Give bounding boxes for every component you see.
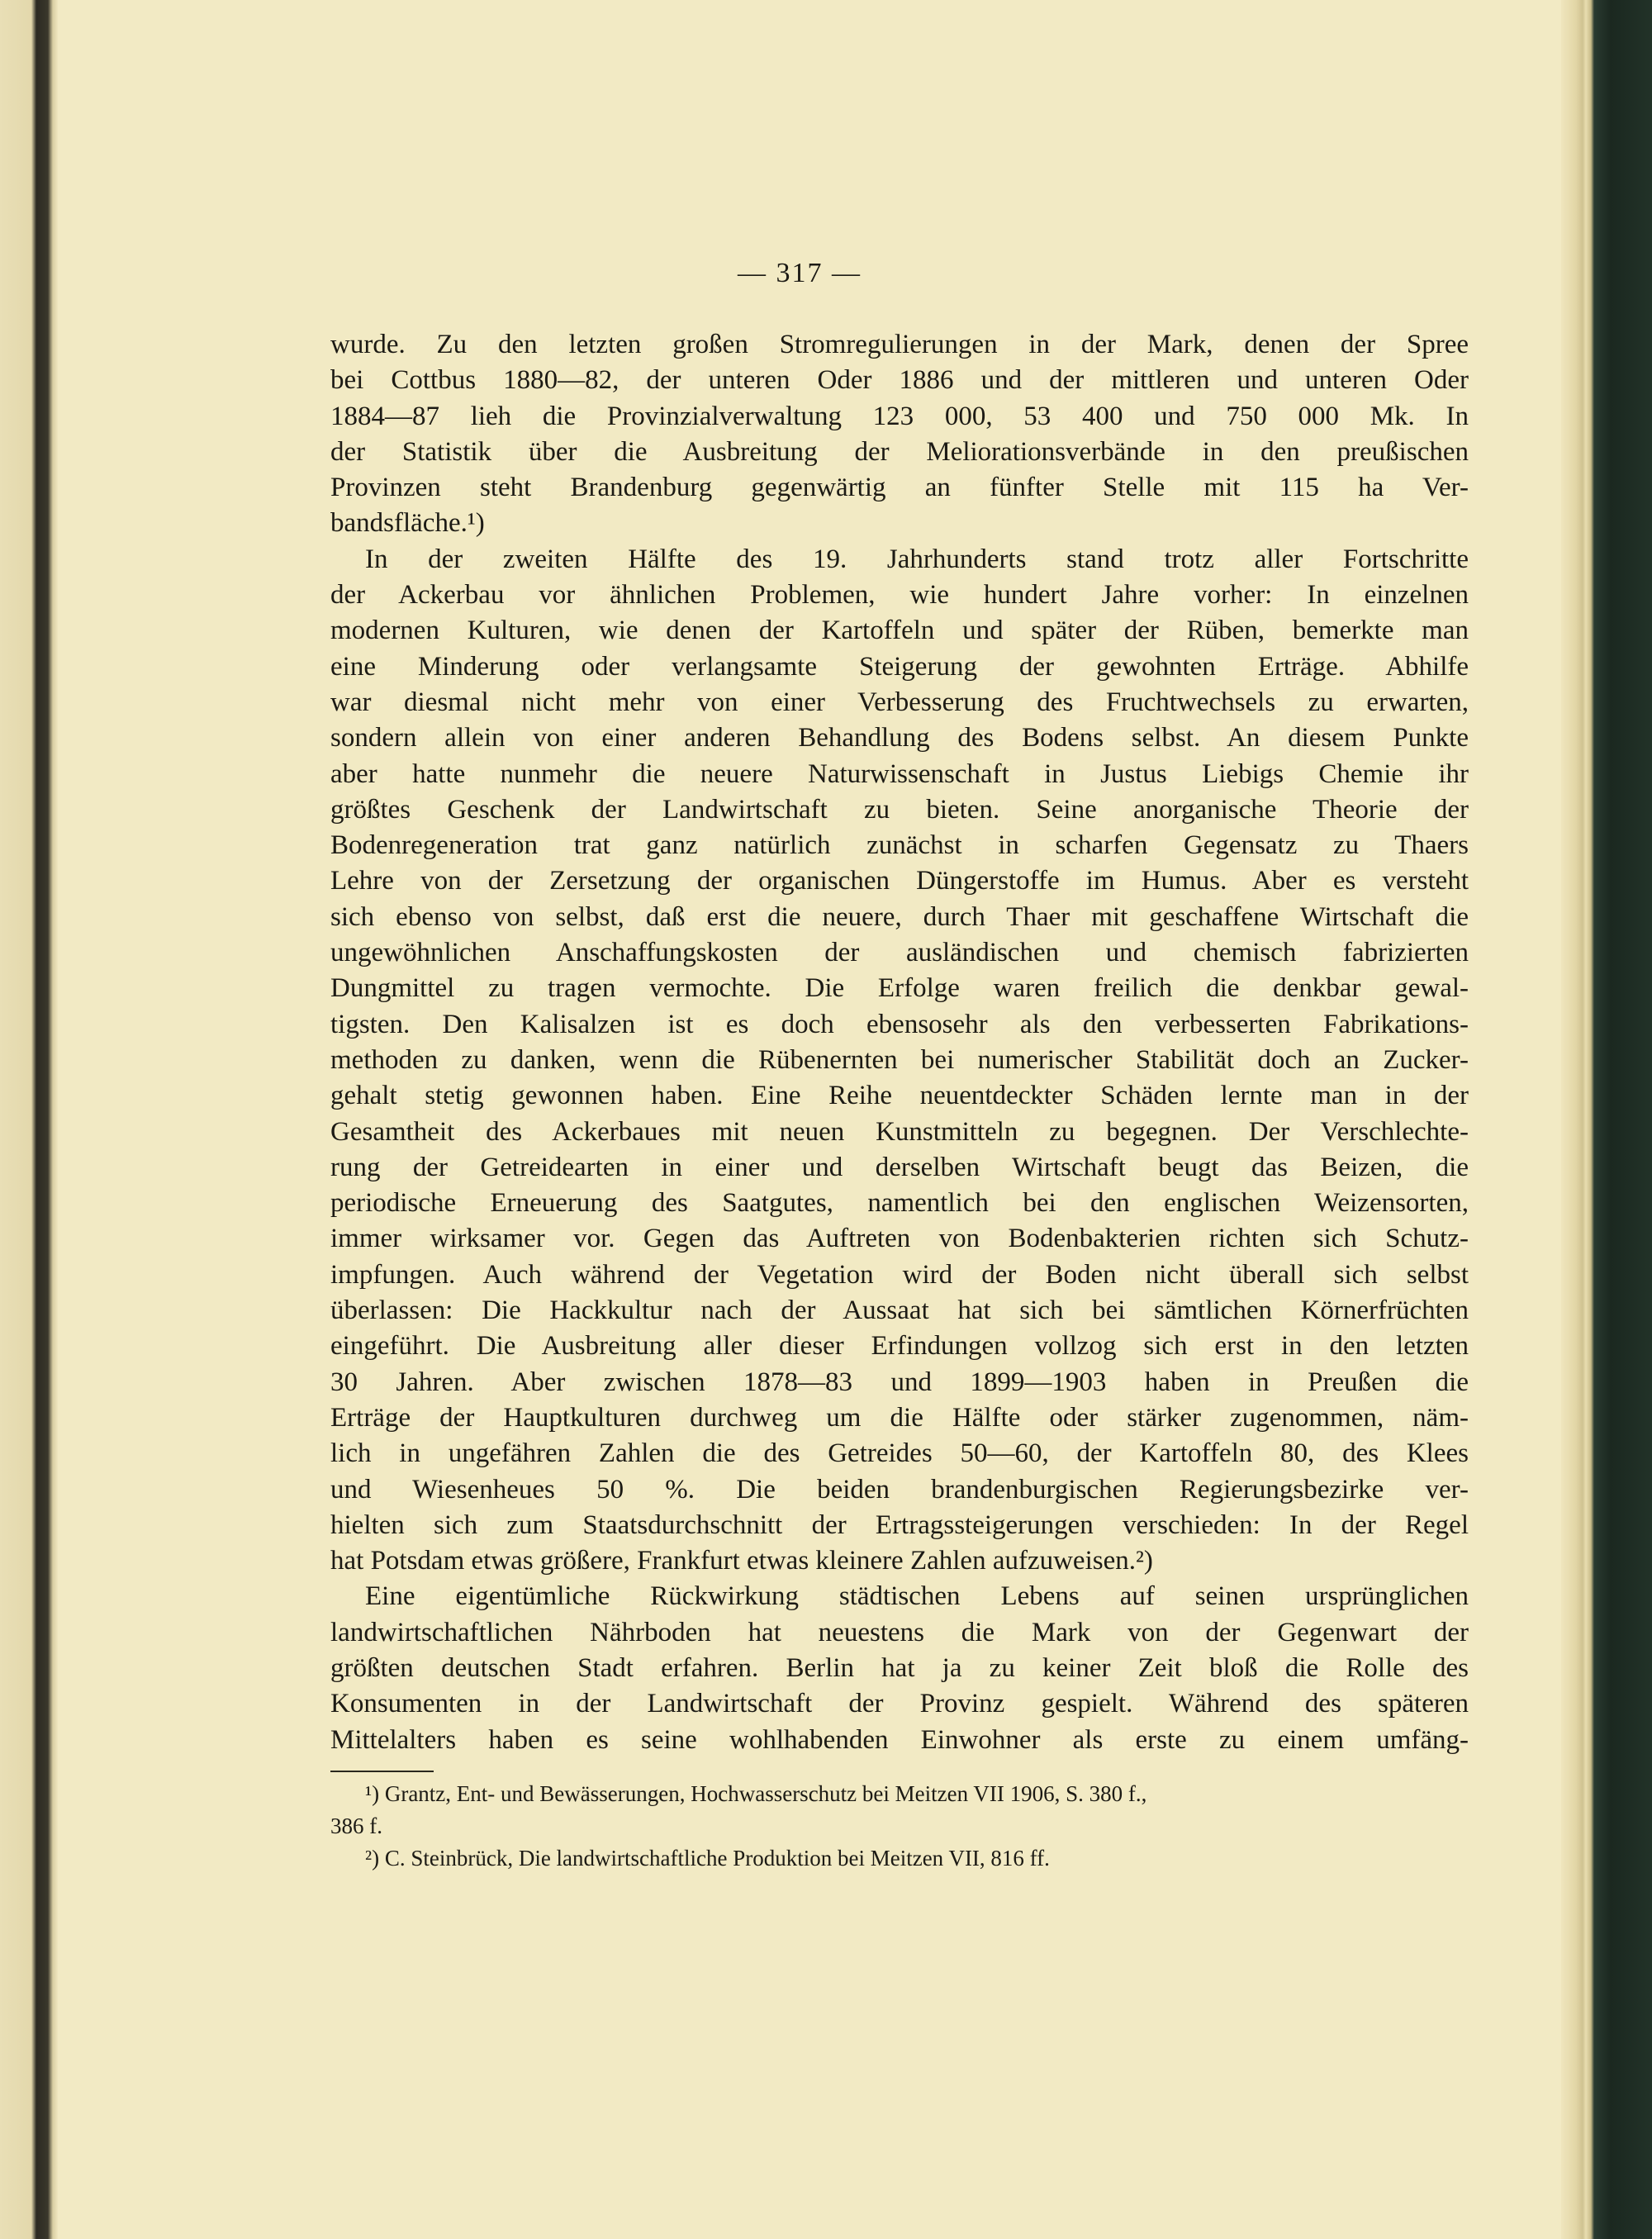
text-line: Eine eigentümliche Rückwirkung städtischen Lebens auf seinen ursprünglichen bbox=[365, 1581, 1469, 1612]
text-line: der Ackerbau vor ähnlichen Problemen, wie hundert Jahre vorher: In einzelnen bbox=[330, 580, 1469, 611]
text-line: überlassen: Die Hackkultur nach der Aussaat hat sich bei sämtlichen Körnerfrüchten bbox=[330, 1295, 1469, 1326]
footnote-2: ²) C. Steinbrück, Die landwirtschaftliche Produktion bei Meitzen VII, 816 ff. bbox=[365, 1846, 1050, 1871]
text-line: ungewöhnlichen Anschaffungskosten der ausländischen und chemisch fabrizierten bbox=[330, 938, 1469, 968]
text-line: Provinzen steht Brandenburg gegenwärtig an fünfter Stelle mit 115 ha Ver- bbox=[330, 473, 1469, 503]
text-line: bandsfläche.¹) bbox=[330, 508, 485, 539]
text-line: Mittelalters haben es seine wohlhabenden Einwohner als erste zu einem umfäng- bbox=[330, 1724, 1469, 1755]
text-line: 1884—87 lieh die Provinzialverwaltung 123 000, 53 400 und 750 000 Mk. In bbox=[330, 401, 1469, 431]
text-line: 30 Jahren. Aber zwischen 1878—83 und 1899—1903 haben in Preußen die bbox=[330, 1367, 1469, 1397]
text-line: lich in ungefähren Zahlen die des Getreides 50—60, der Kartoffeln 80, des Klees bbox=[330, 1438, 1469, 1469]
text-line: hat Potsdam etwas größere, Frankfurt etwas kleinere Zahlen aufzuweisen.²) bbox=[330, 1546, 1153, 1576]
text-line: impfungen. Auch während der Vegetation wird der Boden nicht überall sich selbst bbox=[330, 1259, 1469, 1290]
text-line: landwirtschaftlichen Nährboden hat neuestens die Mark von der Gegenwart der bbox=[330, 1617, 1469, 1647]
previous-page-edge bbox=[0, 0, 58, 2239]
footnote-1: ¹) Grantz, Ent- und Bewässerungen, Hochwasserschutz bei Meitzen VII 1906, S. 380 f., bbox=[365, 1781, 1147, 1806]
body-text bbox=[330, 327, 1469, 1758]
text-line: sondern allein von einer anderen Behandlung des Bodens selbst. An diesem Punkte bbox=[330, 723, 1469, 753]
paragraph bbox=[330, 542, 1469, 1580]
text-line: Bodenregeneration trat ganz natürlich zunächst in scharfen Gegensatz zu Thaers bbox=[330, 830, 1469, 861]
book-cover-edge bbox=[1561, 0, 1652, 2239]
text-line: größtes Geschenk der Landwirtschaft zu bieten. Seine anorganische Theorie der bbox=[330, 794, 1469, 825]
page-number: — 317 — bbox=[738, 258, 862, 288]
text-line: bei Cottbus 1880—82, der unteren Oder 1886 und der mittleren und unteren Oder bbox=[330, 365, 1469, 396]
text-line: tigsten. Den Kalisalzen ist es doch ebensosehr als den verbesserten Fabrikations- bbox=[330, 1009, 1469, 1039]
text-line: methoden zu danken, wenn die Rübenernten bei numerischer Stabilität doch an Zucker- bbox=[330, 1044, 1469, 1075]
text-line: Lehre von der Zersetzung der organischen Düngerstoffe im Humus. Aber es versteht bbox=[330, 866, 1469, 896]
text-line: Erträge der Hauptkulturen durchweg um die Hälfte oder stärker zugenommen, näm- bbox=[330, 1402, 1469, 1433]
text-line: wurde. Zu den letzten großen Stromregulierungen in der Mark, denen der Spree bbox=[330, 330, 1469, 359]
footnote-separator bbox=[330, 1771, 434, 1772]
text-line: der Statistik über die Ausbreitung der Meliorationsverbände in den preußischen bbox=[330, 436, 1469, 467]
paragraph bbox=[330, 327, 1469, 542]
text-line: Gesamtheit des Ackerbaues mit neuen Kunstmitteln zu begegnen. Der Verschlechte- bbox=[330, 1116, 1469, 1147]
text-line: eine Minderung oder verlangsamte Steigerung der gewohnten Erträge. Abhilfe bbox=[330, 651, 1469, 682]
text-line: war diesmal nicht mehr von einer Verbesserung des Fruchtwechsels zu erwarten, bbox=[330, 687, 1469, 717]
text-line: gehalt stetig gewonnen haben. Eine Reihe neuentdeckter Schäden lernte man in der bbox=[330, 1081, 1469, 1111]
text-line: größten deutschen Stadt erfahren. Berlin hat ja zu keiner Zeit bloß die Rolle des bbox=[330, 1652, 1469, 1683]
text-line: modernen Kulturen, wie denen der Kartoffeln und später der Rüben, bemerkte man bbox=[330, 616, 1469, 646]
text-line: sich ebenso von selbst, daß erst die neuere, durch Thaer mit geschaffene Wirtschaft die bbox=[330, 901, 1469, 932]
text-line: rung der Getreidearten in einer und derselben Wirtschaft beugt das Beizen, die bbox=[330, 1152, 1469, 1182]
text-line: Dungmittel zu tragen vermochte. Die Erfolge waren freilich die denkbar gewal- bbox=[330, 973, 1469, 1004]
text-line: Konsumenten in der Landwirtschaft der Provinz gespielt. Während des späteren bbox=[330, 1689, 1469, 1719]
text-line: aber hatte nunmehr die neuere Naturwissenschaft in Justus Liebigs Chemie ihr bbox=[330, 758, 1469, 789]
text-line: und Wiesenheues 50 %. Die beiden brandenburgischen Regierungsbezirke ver- bbox=[330, 1474, 1469, 1505]
footnotes bbox=[330, 1778, 1469, 1875]
footnote-1-continuation: 386 f. bbox=[330, 1814, 382, 1838]
text-line: hielten sich zum Staatsdurchschnitt der Ertragssteigerungen verschieden: In der Regel bbox=[330, 1509, 1469, 1540]
text-line: periodische Erneuerung des Saatgutes, namentlich bei den englischen Weizensorten, bbox=[330, 1188, 1469, 1219]
text-line: eingeführt. Die Ausbreitung aller dieser Erfindungen vollzog sich erst in den letzten bbox=[330, 1331, 1469, 1362]
text-line: In der zweiten Hälfte des 19. Jahrhunderts stand trotz aller Fortschritte bbox=[365, 544, 1469, 574]
paragraph bbox=[330, 1579, 1469, 1757]
text-line: immer wirksamer vor. Gegen das Auftreten von Bodenbakterien richten sich Schutz- bbox=[330, 1224, 1469, 1254]
